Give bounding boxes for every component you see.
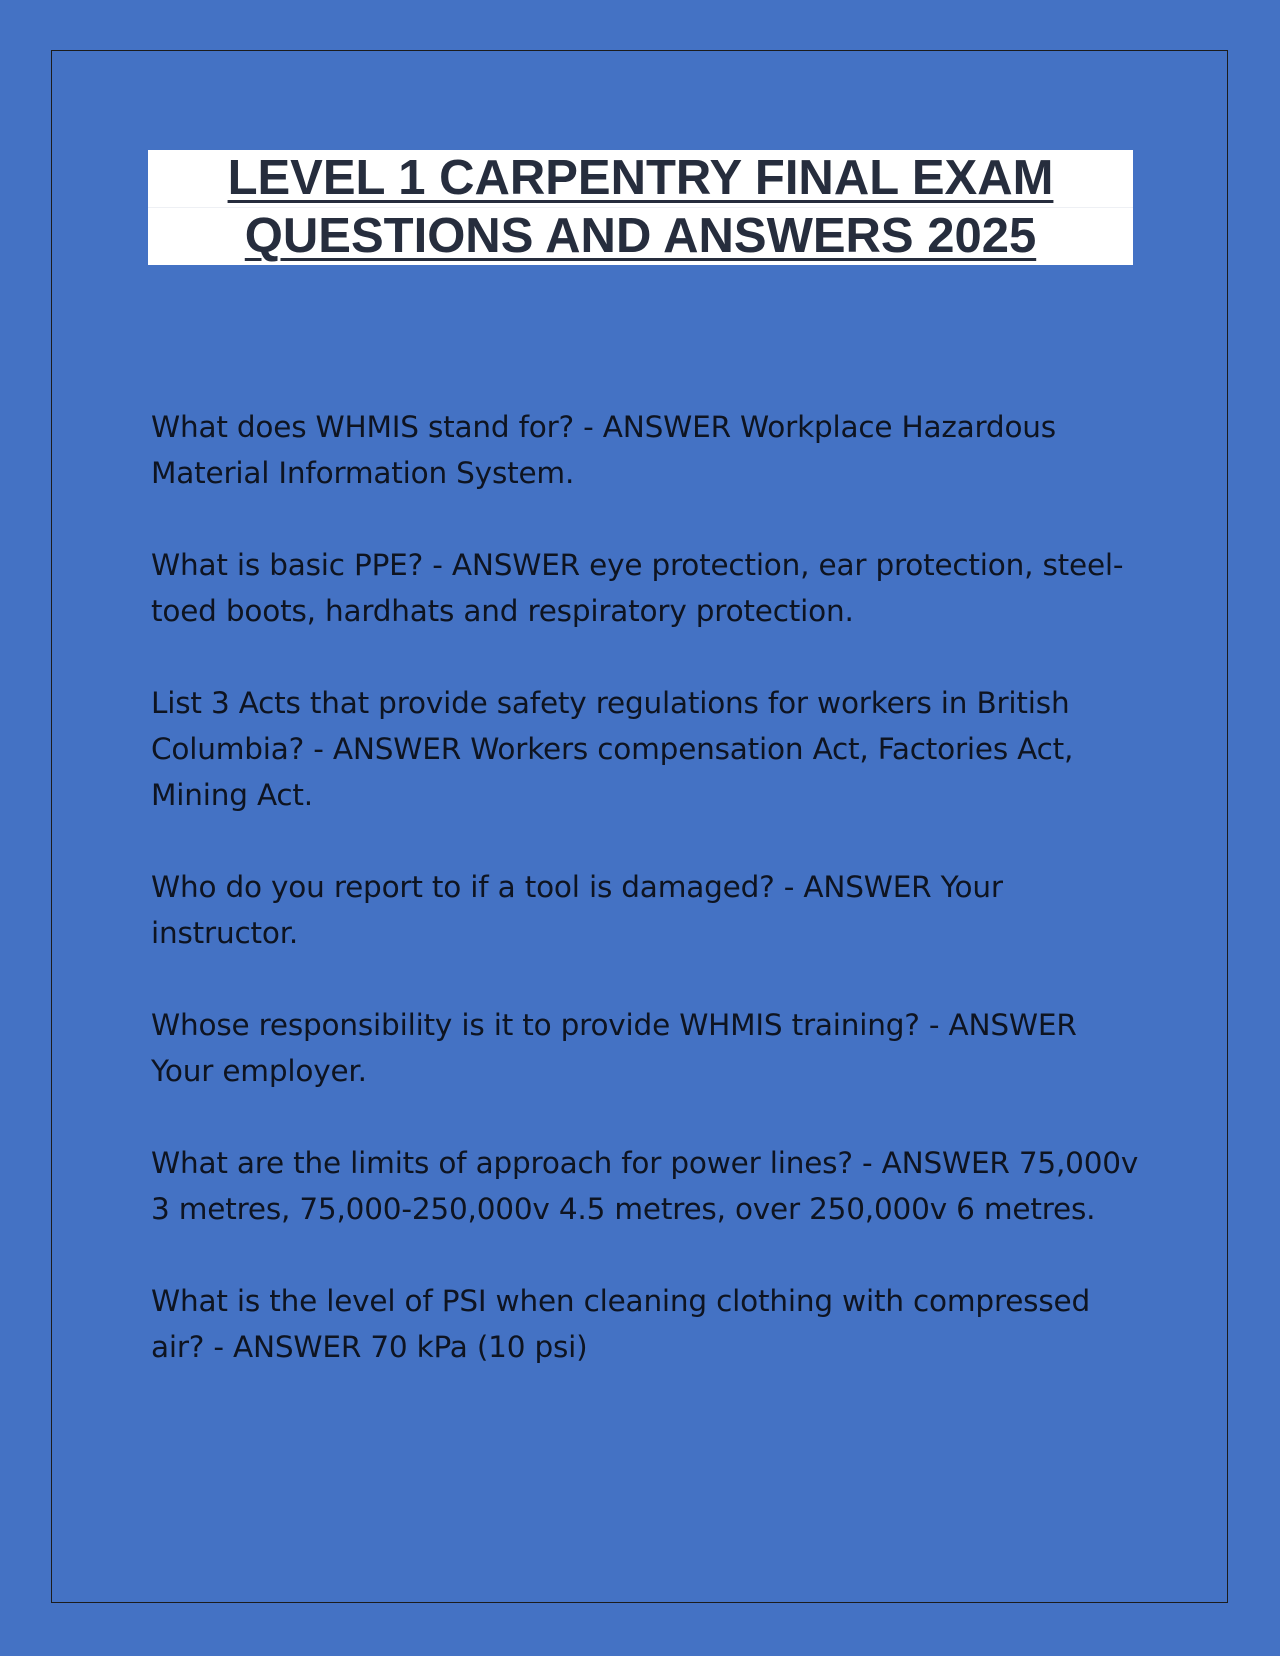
title-line-2: QUESTIONS AND ANSWERS 2025 [148, 207, 1133, 265]
qa-item-damaged-tool: Who do you report to if a tool is damaged? - ANSWER Your instructor. [151, 870, 1003, 950]
qa-item-ppe: What is basic PPE? - ANSWER eye protection, ear protection, steel-toed boots, hardhats and respiratory protection. [151, 548, 1124, 628]
qa-item-whmis-training: Whose responsibility is it to provide WHMIS training? - ANSWER Your employer. [151, 1008, 1077, 1088]
qa-list [151, 404, 1141, 1416]
qa-item-acts: List 3 Acts that provide safety regulations for workers in British Columbia? - ANSWER Workers compensation Act, Factories Act, Mining Act. [151, 686, 1074, 812]
qa-item-power-lines: What are the limits of approach for power lines? - ANSWER 75,000v 3 metres, 75,000-250,000v 4.5 metres, over 250,000v 6 metres. [151, 1146, 1139, 1226]
qa-item-compressed-air: What is the level of PSI when cleaning clothing with compressed air? - ANSWER 70 kPa (10 psi) [151, 1284, 1090, 1364]
qa-item-whmis: What does WHMIS stand for? - ANSWER Workplace Hazardous Material Information System. [151, 410, 1056, 490]
title-line-1: LEVEL 1 CARPENTRY FINAL EXAM [227, 151, 1054, 205]
title-box [148, 150, 1133, 265]
